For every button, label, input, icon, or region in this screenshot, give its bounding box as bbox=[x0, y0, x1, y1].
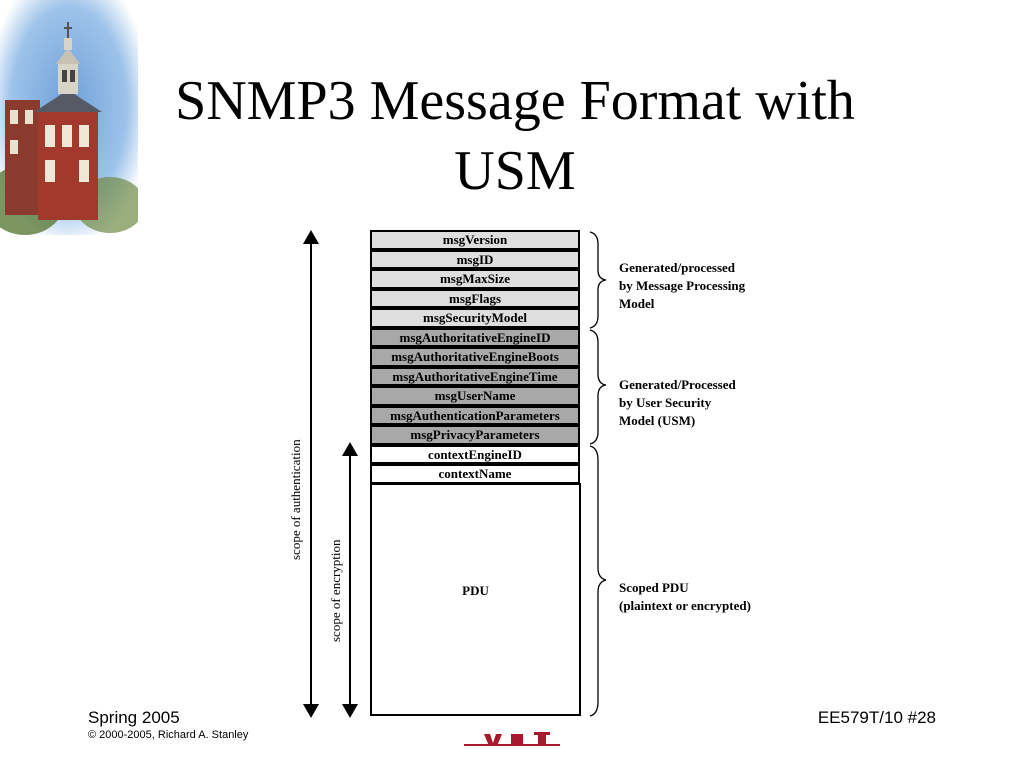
pdu-label: PDU bbox=[462, 583, 489, 598]
field-msg-privacy-parameters: msgPrivacyParameters bbox=[370, 425, 580, 445]
footer-term: Spring 2005 bbox=[88, 708, 180, 727]
mpm-annotation bbox=[619, 259, 745, 313]
annotation-line: by User Security bbox=[619, 395, 712, 410]
field-msg-id: msgID bbox=[370, 250, 580, 270]
authentication-scope-arrow bbox=[303, 230, 319, 718]
field-context-name: contextName bbox=[370, 464, 580, 484]
field-msg-authoritative-engine-id: msgAuthoritativeEngineID bbox=[370, 328, 580, 348]
footer-course-slide: EE579T/10 #28 bbox=[817, 708, 936, 727]
encryption-scope-arrow bbox=[342, 442, 358, 718]
annotation-line: (plaintext or encrypted) bbox=[619, 598, 751, 613]
pdu-box bbox=[370, 483, 581, 716]
annotation-line: by Message Processing bbox=[619, 278, 746, 293]
scoped-brace bbox=[590, 446, 606, 716]
field-msg-authoritative-engine-time: msgAuthoritativeEngineTime bbox=[370, 367, 580, 387]
field-msg-flags: msgFlags bbox=[370, 289, 580, 309]
slide-title: SNMP3 Message Format with USM bbox=[175, 70, 855, 202]
annotation-line: Model (USM) bbox=[619, 413, 696, 428]
message-field-stack bbox=[370, 230, 580, 484]
annotation-line: Generated/processed bbox=[619, 260, 736, 275]
scope-of-encryption-label: scope of encryption bbox=[328, 539, 343, 642]
usm-annotation bbox=[619, 376, 736, 430]
annotation-line: Model bbox=[619, 296, 655, 311]
scope-of-authentication-label: scope of authentication bbox=[288, 439, 303, 560]
footer-copyright: © 2000-2005, Richard A. Stanley bbox=[88, 729, 249, 741]
field-msg-max-size: msgMaxSize bbox=[370, 269, 580, 289]
field-context-engine-id: contextEngineID bbox=[370, 445, 580, 465]
field-msg-security-model: msgSecurityModel bbox=[370, 308, 580, 328]
usm-brace bbox=[590, 330, 606, 444]
annotation-line: Generated/Processed bbox=[619, 377, 736, 392]
annotation-line: Scoped PDU bbox=[619, 580, 689, 595]
field-msg-authentication-parameters: msgAuthenticationParameters bbox=[370, 406, 580, 426]
field-msg-version: msgVersion bbox=[370, 230, 580, 250]
wpi-logo bbox=[464, 724, 560, 754]
mpm-brace bbox=[590, 232, 606, 328]
field-msg-authoritative-engine-boots: msgAuthoritativeEngineBoots bbox=[370, 347, 580, 367]
field-msg-user-name: msgUserName bbox=[370, 386, 580, 406]
scoped-pdu-annotation bbox=[619, 579, 751, 615]
